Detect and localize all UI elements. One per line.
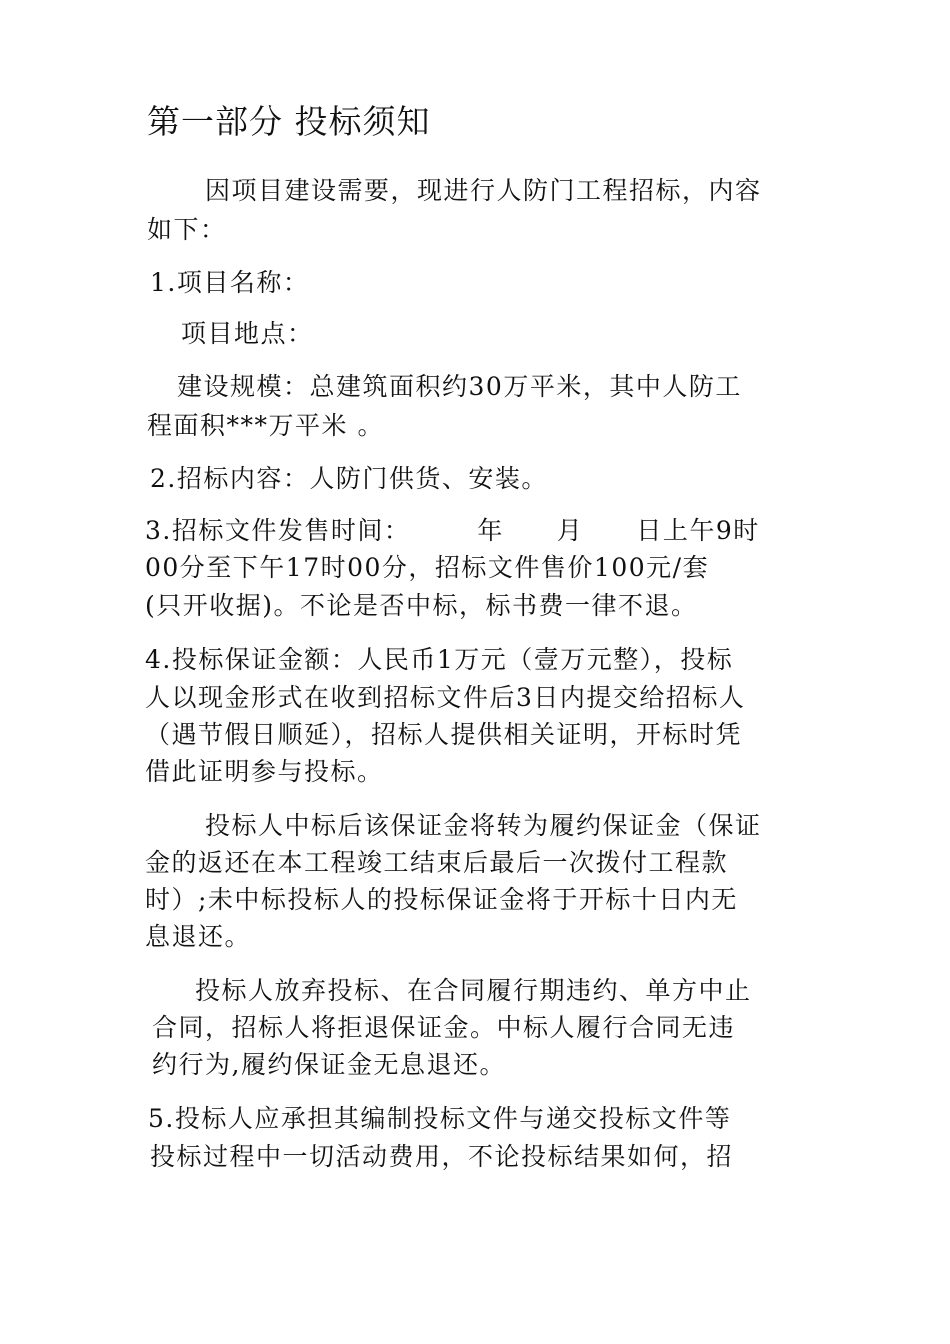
performance-bond-paragraph-cont: 息退还。 (145, 922, 252, 951)
item-3-sale-time-cont: 00分至下午17时00分，招标文件售价100元/套 (145, 553, 710, 582)
item-1-project-name: 1.项目名称： (150, 268, 310, 297)
item-4-bid-bond: 4.投标保证金额：人民币1万元（壹万元整），投标 (145, 645, 734, 674)
forfeit-paragraph-cont: 约行为,履约保证金无息退还。 (152, 1050, 506, 1079)
paragraph-line: 因项目建设需要，现进行人防门工程招标，内容 (205, 176, 762, 205)
item-2-bid-content: 2.招标内容：人防门供货、安装。 (150, 464, 548, 493)
item-3-sale-time: 3.招标文件发售时间： 年 月 日上午9时 (145, 516, 760, 545)
performance-bond-paragraph-cont: 时）;未中标投标人的投标保证金将于开标十日内无 (145, 885, 738, 914)
performance-bond-paragraph: 投标人中标后该保证金将转为履约保证金（保证 (205, 811, 762, 840)
item-5-bid-costs-cont: 投标过程中一切活动费用，不论投标结果如何，招 (150, 1142, 734, 1171)
forfeit-paragraph-cont: 合同，招标人将拒退保证金。中标人履行合同无违 (152, 1013, 736, 1042)
project-location: 项目地点： (181, 319, 314, 348)
item-4-bid-bond-cont: 借此证明参与投标。 (145, 757, 384, 786)
construction-scale-cont: 程面积***万平米 。 (147, 411, 384, 440)
item-5-bid-costs: 5.投标人应承担其编制投标文件与递交投标文件等 (148, 1104, 732, 1133)
section-title: 第一部分 投标须知 (147, 102, 431, 141)
item-3-sale-time-cont: (只开收据)。不论是否中标，标书费一律不退。 (145, 591, 698, 620)
construction-scale: 建设规模：总建筑面积约30万平米，其中人防工 (177, 372, 742, 401)
paragraph-line: 如下： (147, 215, 227, 244)
forfeit-paragraph: 投标人放弃投标、在合同履行期违约、单方中止 (195, 976, 752, 1005)
item-4-bid-bond-cont: （遇节假日顺延），招标人提供相关证明，开标时凭 (145, 720, 743, 749)
item-4-bid-bond-cont: 人以现金形式在收到招标文件后3日内提交给招标人 (145, 683, 746, 712)
performance-bond-paragraph-cont: 金的返还在本工程竣工结束后最后一次拨付工程款 (145, 848, 729, 877)
